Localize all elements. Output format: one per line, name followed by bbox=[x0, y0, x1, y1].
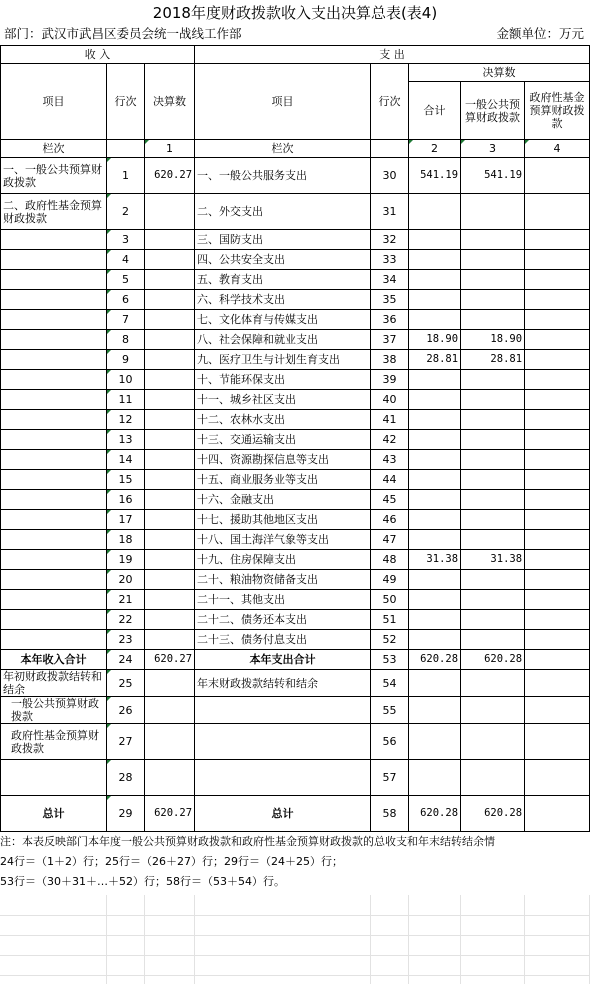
income-amount-cell bbox=[145, 570, 195, 590]
expense-item-cell: 七、文化体育与传媒支出 bbox=[195, 310, 371, 330]
expense-line-cell: 37 bbox=[371, 330, 409, 350]
table-row bbox=[1, 270, 590, 290]
column-header-row-1 bbox=[1, 64, 590, 82]
expense-item-cell: 十一、城乡社区支出 bbox=[195, 390, 371, 410]
expense-item-cell: 总计 bbox=[195, 796, 371, 832]
general-budget-cell bbox=[461, 370, 525, 390]
income-item-cell: 年初财政拨款结转和结余 bbox=[1, 670, 107, 697]
total-cell bbox=[409, 510, 461, 530]
total-cell bbox=[409, 724, 461, 760]
fund-budget-cell bbox=[525, 250, 590, 270]
expense-item-cell bbox=[195, 724, 371, 760]
expense-line-cell: 33 bbox=[371, 250, 409, 270]
expense-item-cell: 二十二、债务还本支出 bbox=[195, 610, 371, 630]
income-item-cell bbox=[1, 530, 107, 550]
expense-item-cell: 十九、住房保障支出 bbox=[195, 550, 371, 570]
expense-line-cell: 32 bbox=[371, 230, 409, 250]
fund-budget-cell bbox=[525, 490, 590, 510]
fund-budget-cell bbox=[525, 290, 590, 310]
income-item-cell bbox=[1, 270, 107, 290]
table-row bbox=[1, 194, 590, 230]
income-amount-cell bbox=[145, 270, 195, 290]
fund-budget-cell bbox=[525, 610, 590, 630]
table-row bbox=[1, 650, 590, 670]
total-cell bbox=[409, 390, 461, 410]
column-index-row bbox=[1, 140, 590, 158]
expense-line-cell: 41 bbox=[371, 410, 409, 430]
expense-line-header: 行次 bbox=[371, 64, 409, 140]
total-cell bbox=[409, 570, 461, 590]
income-amount-cell bbox=[145, 230, 195, 250]
total-cell bbox=[409, 430, 461, 450]
income-line-cell: 23 bbox=[107, 630, 145, 650]
income-amount-cell: 620.27 bbox=[145, 158, 195, 194]
income-amount-cell bbox=[145, 590, 195, 610]
income-item-cell bbox=[1, 630, 107, 650]
fund-budget-cell bbox=[525, 670, 590, 697]
expense-line-cell: 57 bbox=[371, 760, 409, 796]
empty-cell bbox=[107, 140, 145, 158]
expense-line-cell: 36 bbox=[371, 310, 409, 330]
expense-item-cell: 十七、援助其他地区支出 bbox=[195, 510, 371, 530]
total-cell bbox=[409, 270, 461, 290]
income-line-cell: 15 bbox=[107, 470, 145, 490]
expense-line-cell: 30 bbox=[371, 158, 409, 194]
expense-line-cell: 47 bbox=[371, 530, 409, 550]
general-budget-cell bbox=[461, 270, 525, 290]
fund-budget-header: 政府性基金预算财政拨款 bbox=[525, 82, 590, 140]
income-line-cell: 22 bbox=[107, 610, 145, 630]
income-line-cell: 12 bbox=[107, 410, 145, 430]
budget-table bbox=[0, 45, 590, 832]
expense-line-cell: 40 bbox=[371, 390, 409, 410]
expense-line-cell: 45 bbox=[371, 490, 409, 510]
income-line-header: 行次 bbox=[107, 64, 145, 140]
income-item-cell: 政府性基金预算财政拨款 bbox=[1, 724, 107, 760]
income-item-cell: 本年收入合计 bbox=[1, 650, 107, 670]
income-line-cell: 4 bbox=[107, 250, 145, 270]
income-amount-cell bbox=[145, 250, 195, 270]
income-line-cell: 2 bbox=[107, 194, 145, 230]
fund-budget-cell bbox=[525, 550, 590, 570]
fund-budget-cell bbox=[525, 430, 590, 450]
income-amount-cell bbox=[145, 470, 195, 490]
total-cell bbox=[409, 670, 461, 697]
fund-budget-cell bbox=[525, 650, 590, 670]
fund-budget-cell bbox=[525, 270, 590, 290]
fund-budget-cell bbox=[525, 330, 590, 350]
income-line-cell: 1 bbox=[107, 158, 145, 194]
total-cell bbox=[409, 310, 461, 330]
income-line-cell: 27 bbox=[107, 724, 145, 760]
income-amount-cell bbox=[145, 697, 195, 724]
general-budget-cell: 31.38 bbox=[461, 550, 525, 570]
total-cell bbox=[409, 470, 461, 490]
final-group-header: 决算数 bbox=[409, 64, 590, 82]
income-amount-cell bbox=[145, 630, 195, 650]
total-header: 合计 bbox=[409, 82, 461, 140]
table-row bbox=[1, 796, 590, 832]
fund-budget-cell bbox=[525, 310, 590, 330]
income-amount-cell bbox=[145, 610, 195, 630]
expense-line-cell: 53 bbox=[371, 650, 409, 670]
general-budget-cell bbox=[461, 760, 525, 796]
fund-budget-cell bbox=[525, 590, 590, 610]
income-line-cell: 5 bbox=[107, 270, 145, 290]
expense-item-cell: 十六、金融支出 bbox=[195, 490, 371, 510]
general-budget-cell bbox=[461, 310, 525, 330]
income-amount-cell bbox=[145, 724, 195, 760]
expense-line-cell: 49 bbox=[371, 570, 409, 590]
general-budget-cell: 620.28 bbox=[461, 650, 525, 670]
fund-budget-cell bbox=[525, 510, 590, 530]
income-line-cell: 26 bbox=[107, 697, 145, 724]
expense-line-cell: 50 bbox=[371, 590, 409, 610]
income-item-header: 项目 bbox=[1, 64, 107, 140]
expense-line-cell: 42 bbox=[371, 430, 409, 450]
income-amount-cell bbox=[145, 430, 195, 450]
income-amount-cell bbox=[145, 410, 195, 430]
income-item-cell bbox=[1, 290, 107, 310]
total-cell bbox=[409, 610, 461, 630]
income-amount-header: 决算数 bbox=[145, 64, 195, 140]
expense-line-cell: 34 bbox=[371, 270, 409, 290]
expense-column-label: 栏次 bbox=[195, 140, 371, 158]
income-line-cell: 3 bbox=[107, 230, 145, 250]
total-cell bbox=[409, 410, 461, 430]
general-budget-header: 一般公共预算财政拨款 bbox=[461, 82, 525, 140]
expense-line-cell: 58 bbox=[371, 796, 409, 832]
table-row bbox=[1, 590, 590, 610]
table-row bbox=[1, 670, 590, 697]
income-item-cell bbox=[1, 370, 107, 390]
income-item-cell bbox=[1, 450, 107, 470]
expense-item-cell bbox=[195, 697, 371, 724]
table-row bbox=[1, 350, 590, 370]
income-line-cell: 8 bbox=[107, 330, 145, 350]
total-cell: 31.38 bbox=[409, 550, 461, 570]
income-item-cell: 总计 bbox=[1, 796, 107, 832]
table-row bbox=[1, 430, 590, 450]
expense-item-cell: 十四、资源勘探信息等支出 bbox=[195, 450, 371, 470]
income-column-label: 栏次 bbox=[1, 140, 107, 158]
income-amount-cell bbox=[145, 390, 195, 410]
income-line-cell: 20 bbox=[107, 570, 145, 590]
general-budget-cell bbox=[461, 410, 525, 430]
table-row bbox=[1, 760, 590, 796]
table-row bbox=[1, 724, 590, 760]
total-cell bbox=[409, 630, 461, 650]
expense-item-cell: 十三、交通运输支出 bbox=[195, 430, 371, 450]
expense-item-header: 项目 bbox=[195, 64, 371, 140]
expense-item-cell: 三、国防支出 bbox=[195, 230, 371, 250]
income-amount-cell bbox=[145, 370, 195, 390]
fund-budget-cell bbox=[525, 194, 590, 230]
expense-line-cell: 51 bbox=[371, 610, 409, 630]
expense-item-cell bbox=[195, 760, 371, 796]
general-budget-cell bbox=[461, 630, 525, 650]
general-budget-cell bbox=[461, 670, 525, 697]
income-amount-cell bbox=[145, 760, 195, 796]
fund-budget-cell bbox=[525, 158, 590, 194]
expense-item-cell: 十二、农林水支出 bbox=[195, 410, 371, 430]
total-cell bbox=[409, 697, 461, 724]
general-budget-cell bbox=[461, 470, 525, 490]
note-line-3: 53行＝（30＋31＋…＋52）行；58行＝（53＋54）行。 bbox=[0, 875, 285, 888]
empty-cell bbox=[371, 140, 409, 158]
income-line-cell: 18 bbox=[107, 530, 145, 550]
expense-line-cell: 55 bbox=[371, 697, 409, 724]
section-header-row bbox=[1, 46, 590, 64]
income-amount-cell: 620.27 bbox=[145, 650, 195, 670]
general-budget-cell bbox=[461, 510, 525, 530]
expense-item-cell: 一、一般公共服务支出 bbox=[195, 158, 371, 194]
expense-item-cell: 十八、国土海洋气象等支出 bbox=[195, 530, 371, 550]
total-cell: 541.19 bbox=[409, 158, 461, 194]
income-item-cell bbox=[1, 490, 107, 510]
spreadsheet-gridlines bbox=[0, 895, 590, 984]
income-item-cell bbox=[1, 390, 107, 410]
expense-item-cell: 二、外交支出 bbox=[195, 194, 371, 230]
income-amount-cell bbox=[145, 670, 195, 697]
total-cell bbox=[409, 250, 461, 270]
income-item-cell bbox=[1, 230, 107, 250]
table-row bbox=[1, 550, 590, 570]
expense-item-cell: 二十三、债务付息支出 bbox=[195, 630, 371, 650]
income-item-cell bbox=[1, 350, 107, 370]
expense-line-cell: 56 bbox=[371, 724, 409, 760]
income-amount-cell bbox=[145, 194, 195, 230]
income-line-cell: 28 bbox=[107, 760, 145, 796]
total-cell: 620.28 bbox=[409, 796, 461, 832]
expense-line-cell: 43 bbox=[371, 450, 409, 470]
general-budget-cell: 620.28 bbox=[461, 796, 525, 832]
income-item-cell: 一般公共预算财政拨款 bbox=[1, 697, 107, 724]
fund-budget-cell bbox=[525, 370, 590, 390]
total-cell: 18.90 bbox=[409, 330, 461, 350]
fund-budget-cell bbox=[525, 230, 590, 250]
expense-item-cell: 九、医疗卫生与计划生育支出 bbox=[195, 350, 371, 370]
income-col-1: 1 bbox=[145, 140, 195, 158]
general-budget-cell bbox=[461, 530, 525, 550]
expense-line-cell: 48 bbox=[371, 550, 409, 570]
general-budget-cell bbox=[461, 230, 525, 250]
expense-item-cell: 二十、粮油物资储备支出 bbox=[195, 570, 371, 590]
income-item-cell: 一、一般公共预算财政拨款 bbox=[1, 158, 107, 194]
general-budget-cell bbox=[461, 490, 525, 510]
general-budget-cell bbox=[461, 430, 525, 450]
expense-item-cell: 年末财政拨款结转和结余 bbox=[195, 670, 371, 697]
note-line-2: 24行＝（1＋2）行；25行＝（26＋27）行；29行＝（24＋25）行； bbox=[0, 855, 343, 868]
expense-line-cell: 31 bbox=[371, 194, 409, 230]
table-row bbox=[1, 370, 590, 390]
income-item-cell bbox=[1, 330, 107, 350]
income-item-cell bbox=[1, 610, 107, 630]
table-row bbox=[1, 630, 590, 650]
income-line-cell: 19 bbox=[107, 550, 145, 570]
table-row bbox=[1, 450, 590, 470]
income-item-cell bbox=[1, 250, 107, 270]
expense-line-cell: 38 bbox=[371, 350, 409, 370]
general-budget-cell bbox=[461, 590, 525, 610]
income-line-cell: 21 bbox=[107, 590, 145, 610]
general-budget-cell bbox=[461, 390, 525, 410]
income-amount-cell bbox=[145, 550, 195, 570]
general-budget-cell bbox=[461, 697, 525, 724]
income-item-cell bbox=[1, 570, 107, 590]
income-item-cell bbox=[1, 760, 107, 796]
expense-item-cell: 六、科学技术支出 bbox=[195, 290, 371, 310]
income-item-cell bbox=[1, 470, 107, 490]
expense-line-cell: 35 bbox=[371, 290, 409, 310]
general-budget-cell bbox=[461, 194, 525, 230]
income-amount-cell bbox=[145, 290, 195, 310]
income-line-cell: 10 bbox=[107, 370, 145, 390]
total-cell bbox=[409, 760, 461, 796]
table-row bbox=[1, 230, 590, 250]
total-cell: 28.81 bbox=[409, 350, 461, 370]
general-budget-cell bbox=[461, 250, 525, 270]
expense-item-cell: 本年支出合计 bbox=[195, 650, 371, 670]
expense-line-cell: 46 bbox=[371, 510, 409, 530]
income-amount-cell bbox=[145, 350, 195, 370]
fund-budget-cell bbox=[525, 724, 590, 760]
note-line-1: 注：本表反映部门本年度一般公共预算财政拨款和政府性基金预算财政拨款的总收支和年末结转结余情 bbox=[0, 835, 495, 848]
table-row bbox=[1, 330, 590, 350]
table-row bbox=[1, 158, 590, 194]
income-line-cell: 24 bbox=[107, 650, 145, 670]
table-row bbox=[1, 530, 590, 550]
expense-section-header: 支 出 bbox=[195, 46, 590, 64]
expense-line-cell: 44 bbox=[371, 470, 409, 490]
general-budget-cell: 28.81 bbox=[461, 350, 525, 370]
income-line-cell: 9 bbox=[107, 350, 145, 370]
income-amount-cell: 620.27 bbox=[145, 796, 195, 832]
general-budget-cell bbox=[461, 450, 525, 470]
general-budget-cell bbox=[461, 570, 525, 590]
fund-budget-cell bbox=[525, 760, 590, 796]
expense-item-cell: 五、教育支出 bbox=[195, 270, 371, 290]
total-cell bbox=[409, 530, 461, 550]
income-item-cell bbox=[1, 550, 107, 570]
total-cell bbox=[409, 194, 461, 230]
income-item-cell: 二、政府性基金预算财政拨款 bbox=[1, 194, 107, 230]
fund-budget-cell bbox=[525, 350, 590, 370]
fund-budget-cell bbox=[525, 470, 590, 490]
income-amount-cell bbox=[145, 310, 195, 330]
income-line-cell: 11 bbox=[107, 390, 145, 410]
expense-item-cell: 四、公共安全支出 bbox=[195, 250, 371, 270]
income-line-cell: 6 bbox=[107, 290, 145, 310]
expense-line-cell: 52 bbox=[371, 630, 409, 650]
report-title: 2018年度财政拨款收入支出决算总表(表4) bbox=[152, 4, 438, 22]
total-cell bbox=[409, 290, 461, 310]
income-amount-cell bbox=[145, 510, 195, 530]
col-2: 2 bbox=[409, 140, 461, 158]
general-budget-cell: 541.19 bbox=[461, 158, 525, 194]
income-amount-cell bbox=[145, 490, 195, 510]
income-item-cell bbox=[1, 430, 107, 450]
unit-label: 金额单位：万元 bbox=[496, 26, 584, 41]
table-row bbox=[1, 390, 590, 410]
general-budget-cell bbox=[461, 290, 525, 310]
fund-budget-cell bbox=[525, 450, 590, 470]
table-row bbox=[1, 250, 590, 270]
table-row bbox=[1, 510, 590, 530]
total-cell bbox=[409, 450, 461, 470]
general-budget-cell bbox=[461, 610, 525, 630]
expense-item-cell: 十、节能环保支出 bbox=[195, 370, 371, 390]
fund-budget-cell bbox=[525, 570, 590, 590]
general-budget-cell: 18.90 bbox=[461, 330, 525, 350]
total-cell bbox=[409, 230, 461, 250]
table-row bbox=[1, 697, 590, 724]
table-row bbox=[1, 310, 590, 330]
table-row bbox=[1, 410, 590, 430]
income-line-cell: 13 bbox=[107, 430, 145, 450]
income-line-cell: 17 bbox=[107, 510, 145, 530]
income-amount-cell bbox=[145, 330, 195, 350]
expense-item-cell: 二十一、其他支出 bbox=[195, 590, 371, 610]
table-row bbox=[1, 490, 590, 510]
income-amount-cell bbox=[145, 450, 195, 470]
income-item-cell bbox=[1, 510, 107, 530]
expense-item-cell: 八、社会保障和就业支出 bbox=[195, 330, 371, 350]
fund-budget-cell bbox=[525, 697, 590, 724]
income-line-cell: 29 bbox=[107, 796, 145, 832]
income-line-cell: 7 bbox=[107, 310, 145, 330]
col-4: 4 bbox=[525, 140, 590, 158]
total-cell bbox=[409, 490, 461, 510]
fund-budget-cell bbox=[525, 410, 590, 430]
table-row bbox=[1, 570, 590, 590]
income-section-header: 收 入 bbox=[1, 46, 195, 64]
total-cell bbox=[409, 370, 461, 390]
expense-line-cell: 54 bbox=[371, 670, 409, 697]
table-row bbox=[1, 470, 590, 490]
income-item-cell bbox=[1, 590, 107, 610]
table-row bbox=[1, 290, 590, 310]
table-row bbox=[1, 610, 590, 630]
income-amount-cell bbox=[145, 530, 195, 550]
fund-budget-cell bbox=[525, 630, 590, 650]
fund-budget-cell bbox=[525, 390, 590, 410]
total-cell bbox=[409, 590, 461, 610]
fund-budget-cell bbox=[525, 530, 590, 550]
expense-item-cell: 十五、商业服务业等支出 bbox=[195, 470, 371, 490]
income-line-cell: 25 bbox=[107, 670, 145, 697]
income-line-cell: 16 bbox=[107, 490, 145, 510]
fund-budget-cell bbox=[525, 796, 590, 832]
income-line-cell: 14 bbox=[107, 450, 145, 470]
general-budget-cell bbox=[461, 724, 525, 760]
department-label: 部门：武汉市武昌区委员会统一战线工作部 bbox=[4, 26, 242, 41]
total-cell: 620.28 bbox=[409, 650, 461, 670]
income-item-cell bbox=[1, 410, 107, 430]
expense-line-cell: 39 bbox=[371, 370, 409, 390]
col-3: 3 bbox=[461, 140, 525, 158]
income-item-cell bbox=[1, 310, 107, 330]
